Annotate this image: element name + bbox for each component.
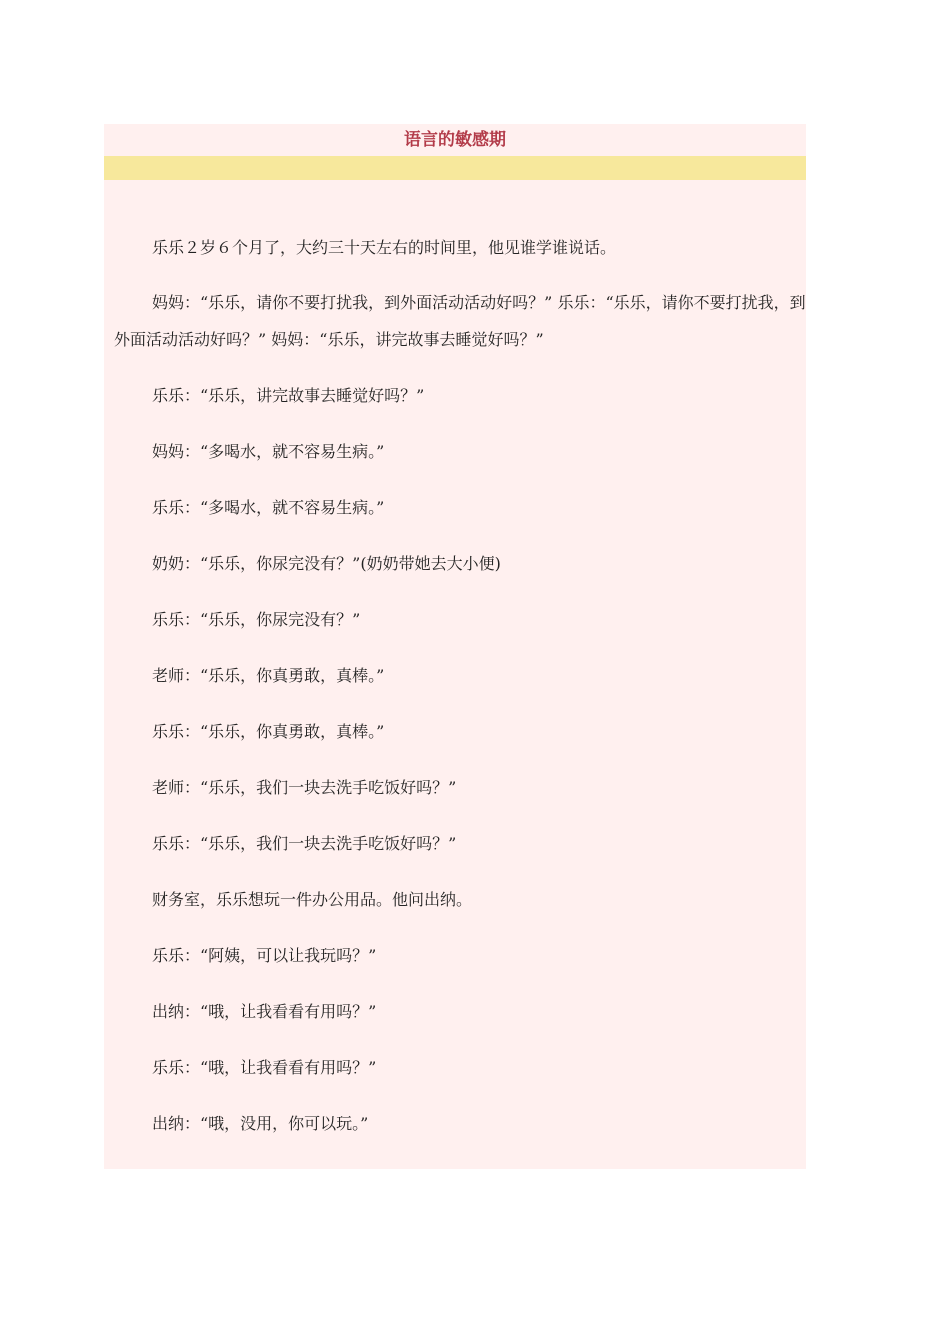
paragraph: 乐乐：“多喝水，就不容易生病。” bbox=[152, 498, 385, 517]
paragraph: 出纳：“哦，没用，你可以玩。” bbox=[152, 1114, 369, 1133]
title-highlight-bar bbox=[104, 156, 806, 180]
paragraph: 老师：“乐乐，我们一块去洗手吃饭好吗？” bbox=[152, 778, 457, 797]
paragraph: 财务室，乐乐想玩一件办公用品。他问出纳。 bbox=[152, 890, 473, 909]
paragraph: 出纳：“哦，让我看看有用吗？” bbox=[152, 1002, 377, 1021]
article-title: 语言的敏感期 bbox=[404, 130, 506, 150]
paragraph-dialogue-wrapped: 妈妈：“乐乐，请你不要打扰我，到外面活动活动好吗？” 乐乐：“乐乐，请你不要打扰我，到外面活动活动好吗？” 妈妈：“乐乐，讲完故事去睡觉好吗？” bbox=[114, 293, 806, 349]
article-panel bbox=[104, 124, 806, 1169]
paragraph: 乐乐：“乐乐，我们一块去洗手吃饭好吗？” bbox=[152, 834, 457, 853]
paragraph: 乐乐：“乐乐，讲完故事去睡觉好吗？” bbox=[152, 386, 425, 405]
paragraph: 奶奶：“乐乐，你尿完没有？”(奶奶带她去大小便) bbox=[152, 554, 501, 573]
paragraph: 老师：“乐乐，你真勇敢，真棒。” bbox=[152, 666, 385, 685]
paragraph: 乐乐：“阿姨，可以让我玩吗？” bbox=[152, 946, 377, 965]
paragraph: 乐乐：“乐乐，你真勇敢，真棒。” bbox=[152, 722, 385, 741]
paragraph: 乐乐：“乐乐，你尿完没有？” bbox=[152, 610, 361, 629]
paragraph: 乐乐：“哦，让我看看有用吗？” bbox=[152, 1058, 377, 1077]
paragraph: 妈妈：“多喝水，就不容易生病。” bbox=[152, 442, 385, 461]
paragraph-intro: 乐乐２岁６个月了，大约三十天左右的时间里，他见谁学谁说话。 bbox=[152, 238, 617, 257]
